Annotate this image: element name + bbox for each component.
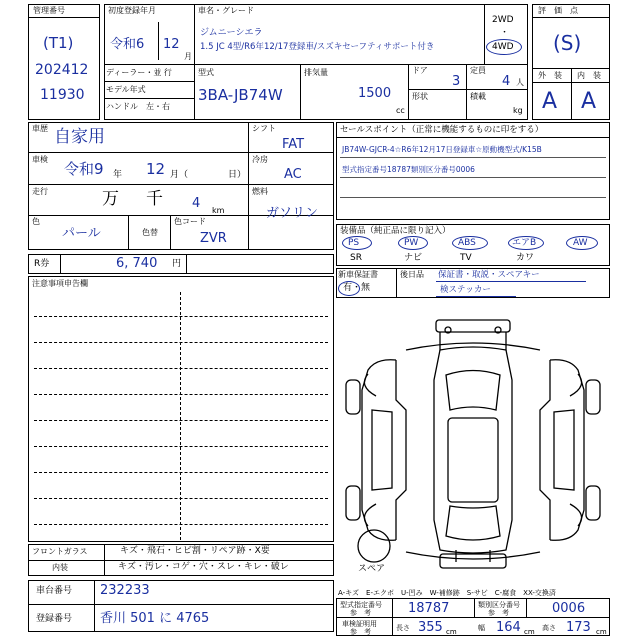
length-cm: cm [446, 628, 457, 636]
type-number-ref: 参 考 [350, 609, 371, 617]
plate-value: 香川 501 に 4765 [100, 611, 210, 626]
extras-line-2: 検ステッカー [440, 285, 491, 295]
mileage-sen: 千 [146, 189, 163, 209]
recycle-value: 6, 740 [116, 256, 158, 271]
width-value: 164 [496, 620, 521, 635]
model-value: 3BA-JB74W [198, 86, 283, 104]
extras-label: 後日品 [400, 270, 424, 279]
vehicle-damage-diagram [336, 300, 610, 582]
displacement-unit: cc [396, 106, 405, 115]
mgmt-label: 管理番号 [33, 6, 65, 15]
height-cm: cm [596, 628, 607, 636]
plate-label: 登録番号 [36, 614, 73, 624]
height-value: 173 [566, 620, 591, 635]
type-number-value: 18787 [408, 601, 450, 616]
shift-label: シフト [252, 124, 276, 133]
rating-score: (S) [553, 31, 582, 55]
width-cm: cm [524, 628, 535, 636]
exterior-grade: A [542, 89, 558, 114]
mgmt-code: (T1) [43, 34, 74, 52]
inspection-day-unit: 日） [228, 170, 247, 180]
mileage-unit: km [212, 206, 225, 215]
equip-aw: AW [573, 238, 588, 248]
width-unit: 幅 [478, 624, 485, 632]
first-reg-month: 12 [163, 37, 180, 52]
warranty-value: 有・無 [343, 283, 371, 293]
equip-pw: PW [404, 238, 419, 248]
equip-ps: PS [348, 238, 360, 248]
drive-dot: ・ [500, 28, 510, 38]
color-change-label: 色替 [142, 228, 158, 237]
interior-label: 内装 [52, 563, 68, 572]
first-reg-label: 初度登録年月 [108, 6, 156, 15]
chassis-value: 232233 [100, 583, 150, 598]
shift-value: FAT [282, 137, 305, 152]
car-name: ジムニーシエラ [200, 28, 263, 38]
equip-sr: SR [350, 253, 362, 263]
cert-label: 車検証明用 [342, 620, 377, 628]
inspection-era: 令和9 [64, 160, 104, 178]
chassis-label: 車台番号 [36, 586, 73, 596]
first-reg-year: 令和6 [110, 37, 145, 52]
dealer-label: ディーラー・並 行 [106, 68, 172, 77]
spare-label: スペア [358, 564, 386, 574]
rating-label: 評 価 点 [538, 6, 578, 15]
ac-label: 冷房 [252, 155, 268, 164]
doors-value: 3 [452, 74, 461, 89]
glass-label: フロントガラス [32, 547, 88, 556]
class-number-ref: 参 考 [488, 609, 509, 617]
load-label: 積載 [470, 92, 486, 101]
equip-navi: ナビ [404, 253, 423, 263]
height-unit: 高さ [542, 624, 556, 632]
interior-rating-label: 内 装 [577, 71, 601, 80]
equip-airbag: エアB [512, 238, 537, 248]
drive-4wd: 4WD [492, 42, 514, 52]
car-name-label: 車名・グレード [198, 6, 254, 15]
inspection-month-unit: 月（ [170, 170, 189, 180]
load-unit: kg [513, 106, 523, 115]
model-year-label: モデル年式 [106, 85, 146, 94]
extras-line-1: 保証書・取説・スペアキー [438, 270, 540, 280]
inspection-label: 車検 [32, 155, 48, 164]
handle-label: ハンドル 左・右 [106, 102, 170, 111]
displacement-value: 1500 [358, 86, 392, 101]
glass-options: キズ・飛石・ヒビ割・リペア跡・X要 [120, 546, 270, 556]
capacity-label: 定員 [470, 66, 486, 75]
color-label: 色 [32, 217, 40, 226]
warranty-label: 新車保証書 [338, 270, 378, 279]
interior-grade: A [581, 89, 597, 114]
capacity-value: 4 [502, 74, 511, 89]
length-unit: 長さ [396, 624, 410, 632]
fuel-value: ガソリン [266, 206, 319, 221]
length-value: 355 [418, 620, 443, 635]
recycle-unit: 円 [172, 259, 182, 269]
notes-label: 注意事項申告欄 [32, 279, 88, 288]
doors-label: ドア [412, 66, 428, 75]
mgmt-number-2: 11930 [40, 87, 85, 103]
mgmt-number-1: 202412 [35, 62, 89, 78]
mileage-man: 万 [102, 189, 119, 209]
mileage-label: 走行 [32, 187, 48, 196]
damage-legend: A-キズ E-エクボ U-凹み W-補修跡 S-サビ C-腐食 XX-交換済 [338, 589, 556, 597]
equip-tv: TV [460, 253, 472, 263]
equipment-label: 装備品（純正品に限り記入） [340, 226, 451, 236]
ac-value: AC [284, 167, 302, 182]
model-label: 型式 [198, 68, 214, 77]
first-reg-month-unit: 月 [184, 52, 192, 61]
inspection-month: 12 [146, 160, 166, 178]
usage-value: 自家用 [54, 127, 105, 147]
color-code: ZVR [200, 231, 227, 246]
class-number-label: 類別区分番号 [478, 601, 520, 609]
displacement-label: 排気量 [304, 68, 328, 77]
fuel-label: 燃料 [252, 187, 268, 196]
exterior-label: 外 装 [538, 71, 562, 80]
class-number-value: 0006 [552, 601, 586, 616]
inspection-year-unit: 年 [113, 170, 123, 180]
cert-ref: 参 考 [350, 628, 371, 636]
sales-point-line-1: JB74W-GJCR-4☆R6年12月17日登録車☆原動機型式/K15B [342, 145, 542, 154]
shape-label: 形状 [412, 92, 428, 101]
sales-point-line-2: 型式指定番号18787類別区分番号0006 [342, 165, 475, 174]
usage-label: 車歴 [32, 124, 48, 133]
equip-abs: ABS [458, 238, 476, 248]
color-code-label: 色コード [174, 217, 206, 226]
recycle-label: R券 [34, 259, 50, 269]
equip-leather: カワ [516, 253, 535, 263]
car-grade: 1.5 JC 4型/R6年12/17登録車/スズキセーフティサポート付き [200, 42, 435, 52]
capacity-unit: 人 [516, 78, 524, 87]
mileage-value: 4 [192, 196, 201, 211]
sales-point-label: セールスポイント（正常に機能するものに印をする） [340, 125, 544, 135]
interior-options: キズ・汚レ・コゲ・穴・スレ・キレ・破レ [118, 562, 289, 572]
color-value: パール [62, 226, 101, 241]
drive-2wd: 2WD [492, 15, 514, 25]
type-number-label: 型式指定番号 [340, 601, 382, 609]
